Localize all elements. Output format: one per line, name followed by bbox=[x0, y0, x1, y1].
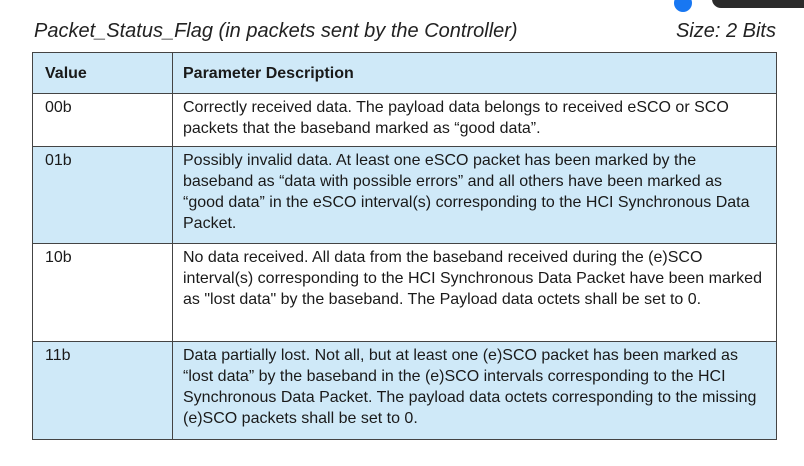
table-row bbox=[33, 147, 777, 244]
table-title: Packet_Status_Flag (in packets sent by the Controller) bbox=[34, 19, 518, 42]
row-value: 11b bbox=[33, 342, 173, 440]
table-row bbox=[33, 342, 777, 440]
table-row bbox=[33, 244, 777, 342]
row-value: 10b bbox=[33, 244, 173, 342]
table-header-row bbox=[33, 53, 777, 94]
table-row bbox=[33, 94, 777, 147]
cropped-pill bbox=[712, 0, 804, 8]
table-caption bbox=[34, 18, 776, 44]
row-value: 00b bbox=[33, 94, 173, 147]
app-logo-icon bbox=[674, 0, 692, 12]
row-description: Data partially lost. Not all, but at least one (e)SCO packet has been marked as “lost data” by the baseband in the (e)SCO intervals corresponding to the HCI Synchronous Data Packet. The payload data octets corresponding to the missing (e)SCO packets shall be set to 0. bbox=[173, 342, 777, 440]
header-description: Parameter Description bbox=[173, 53, 777, 94]
packet-status-flag-table bbox=[32, 52, 777, 440]
header-value: Value bbox=[33, 53, 173, 94]
row-description: No data received. All data from the baseband received during the (e)SCO interval(s) corresponding to the HCI Synchronous Data Packet have been marked as "lost data" by the baseband. The Payload data octets shall be set to 0. bbox=[173, 244, 777, 342]
field-size: Size: 2 Bits bbox=[675, 19, 776, 42]
row-description: Correctly received data. The payload data belongs to received eSCO or SCO packets that the baseband marked as “good data”. bbox=[173, 94, 777, 147]
cropped-top-element bbox=[654, 0, 804, 12]
row-description: Possibly invalid data. At least one eSCO packet has been marked by the baseband as “data with possible errors” and all others have been marked as “good data” in the eSCO interval(s) corresponding to the HCI Synchronous Data Packet. bbox=[173, 147, 777, 244]
row-value: 01b bbox=[33, 147, 173, 244]
